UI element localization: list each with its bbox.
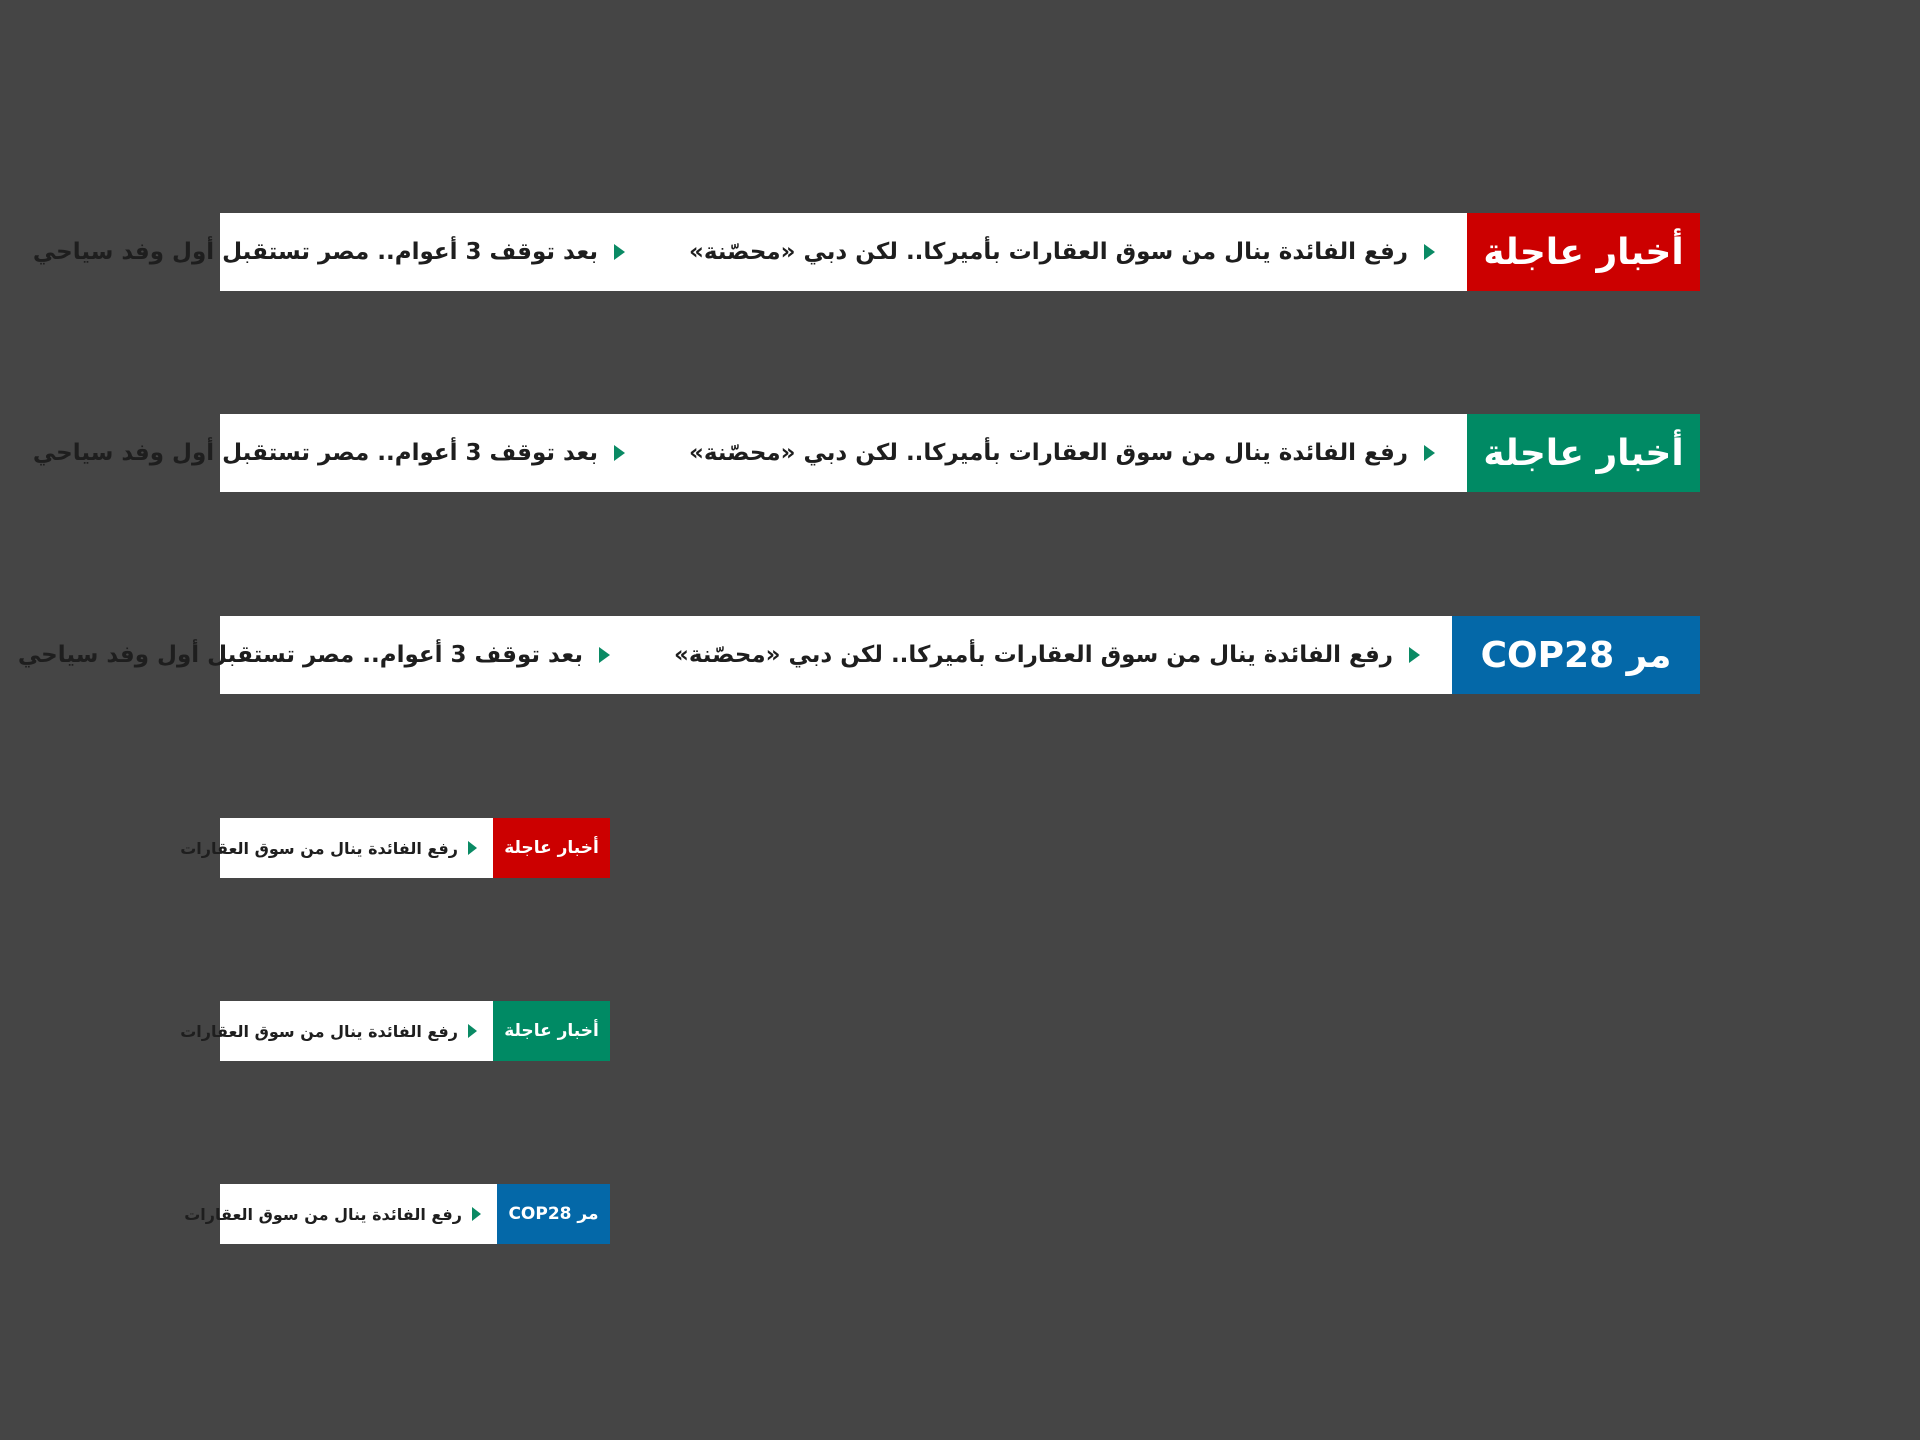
ticker-feed bbox=[32, 213, 1467, 291]
play-arrow-icon bbox=[614, 445, 625, 461]
ticker-item[interactable] bbox=[180, 1022, 477, 1041]
ticker-item[interactable] bbox=[184, 1205, 481, 1224]
ticker-item-text: رفع الفائدة ينال من سوق العقارات بأميركا.. لكن دبي «محصّنة» bbox=[688, 239, 1408, 265]
ticker-item[interactable] bbox=[18, 642, 610, 668]
play-arrow-icon bbox=[468, 1024, 477, 1038]
ticker-label: مر COP28 bbox=[497, 1184, 610, 1244]
news-ticker-cop28 bbox=[17, 616, 1700, 694]
ticker-item-text: رفع الفائدة ينال من سوق العقارات bbox=[180, 1021, 458, 1041]
play-arrow-icon bbox=[599, 647, 610, 663]
ticker-label: أخبار عاجلة bbox=[493, 1001, 610, 1061]
ticker-label: أخبار عاجلة bbox=[1467, 213, 1700, 291]
play-arrow-icon bbox=[468, 841, 477, 855]
news-ticker-breaking-red-small bbox=[180, 818, 610, 878]
ticker-feed bbox=[184, 1184, 497, 1244]
news-ticker-cop28-small bbox=[184, 1184, 610, 1244]
ticker-item-text: رفع الفائدة ينال من سوق العقارات bbox=[184, 1204, 462, 1224]
ticker-item-text: بعد توقف 3 أعوام.. مصر تستقبل أول وفد سياحي bbox=[32, 239, 598, 265]
play-arrow-icon bbox=[614, 244, 625, 260]
ticker-feed bbox=[180, 818, 493, 878]
ticker-feed bbox=[32, 414, 1467, 492]
ticker-item-text: رفع الفائدة ينال من سوق العقارات بأميركا.. لكن دبي «محصّنة» bbox=[673, 642, 1393, 668]
news-ticker-breaking-red bbox=[32, 213, 1700, 291]
ticker-item[interactable] bbox=[689, 239, 1435, 265]
news-ticker-breaking-green-small bbox=[180, 1001, 610, 1061]
ticker-item[interactable] bbox=[180, 839, 477, 858]
ticker-item[interactable] bbox=[689, 440, 1435, 466]
ticker-item-text: رفع الفائدة ينال من سوق العقارات bbox=[180, 838, 458, 858]
ticker-item-text: بعد توقف 3 أعوام.. مصر تستقبل أول وفد سياحي bbox=[32, 440, 598, 466]
ticker-item-text: رفع الفائدة ينال من سوق العقارات بأميركا.. لكن دبي «محصّنة» bbox=[688, 440, 1408, 466]
ticker-feed bbox=[180, 1001, 493, 1061]
ticker-label: أخبار عاجلة bbox=[493, 818, 610, 878]
play-arrow-icon bbox=[1424, 244, 1435, 260]
news-ticker-breaking-green bbox=[32, 414, 1700, 492]
play-arrow-icon bbox=[1424, 445, 1435, 461]
ticker-feed bbox=[17, 616, 1452, 694]
ticker-label: مر COP28 bbox=[1452, 616, 1700, 694]
play-arrow-icon bbox=[472, 1207, 481, 1221]
play-arrow-icon bbox=[1409, 647, 1420, 663]
ticker-item[interactable] bbox=[33, 239, 625, 265]
ticker-item[interactable] bbox=[33, 440, 625, 466]
ticker-item[interactable] bbox=[674, 642, 1420, 668]
ticker-label: أخبار عاجلة bbox=[1467, 414, 1700, 492]
ticker-item-text: بعد توقف 3 أعوام.. مصر تستقبل أول وفد سياحي bbox=[17, 642, 583, 668]
